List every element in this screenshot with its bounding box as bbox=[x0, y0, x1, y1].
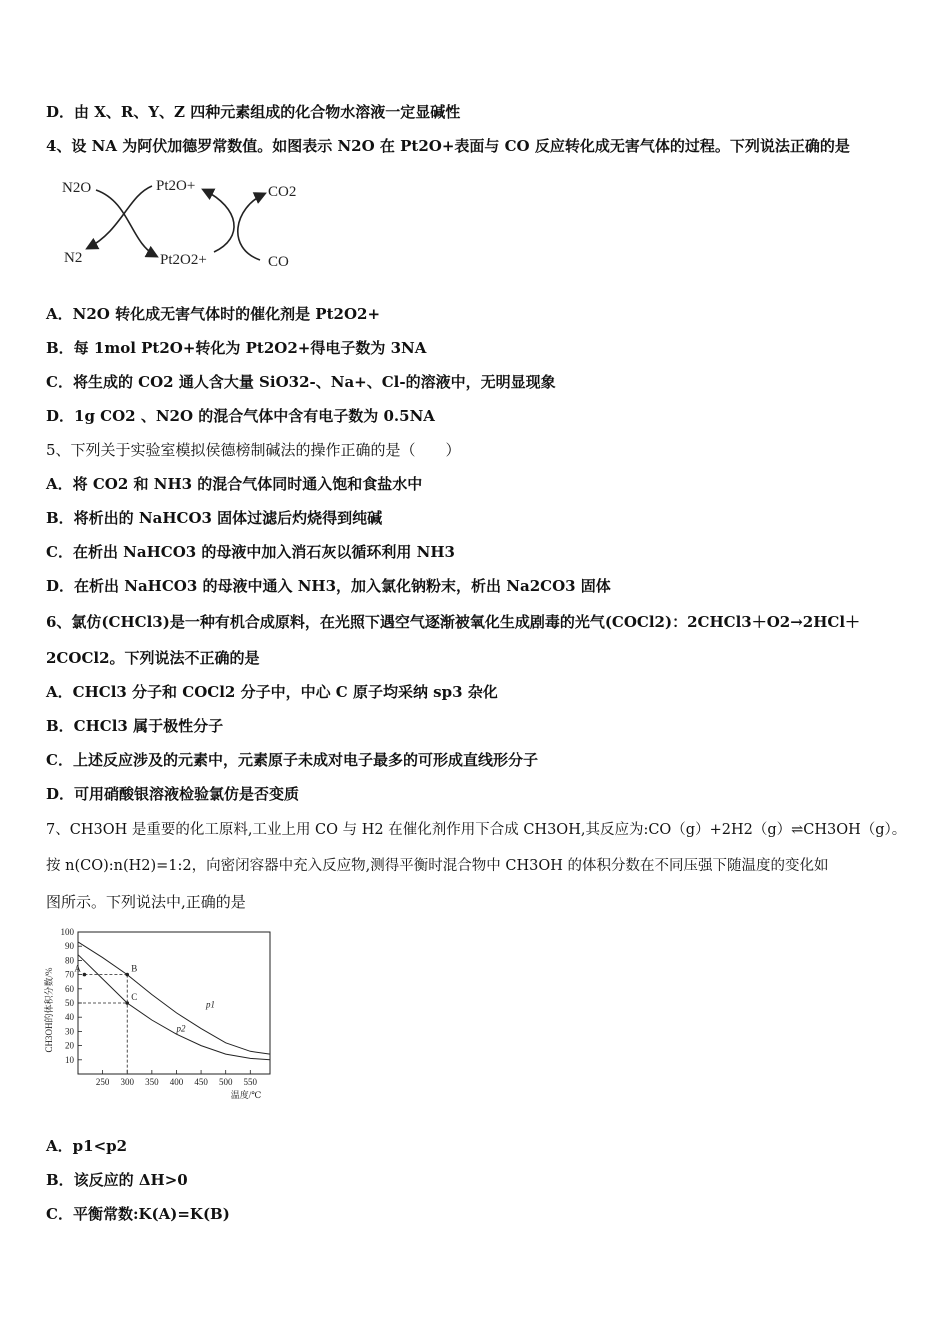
reaction-cycle-diagram bbox=[48, 168, 308, 280]
curve-pt2o-to-n2 bbox=[88, 186, 152, 248]
n2-label: N2 bbox=[64, 250, 83, 266]
q4-option-b: B．每 1mol Pt2O+转化为 Pt2O2+得电子数为 3NA bbox=[46, 339, 427, 357]
series-p2-label: p2 bbox=[176, 1023, 186, 1034]
question-7-stem-3: 图所示。下列说法中,正确的是 bbox=[46, 893, 246, 911]
point-A-label: A bbox=[74, 963, 81, 974]
y-tick-label: 50 bbox=[65, 998, 74, 1008]
question-7-stem: 7、CH3OH 是重要的化工原料,工业上用 CO 与 H2 在催化剂作用下合成 CH3OH,其反应为:CO（g）+2H2（g）⇌CH3OH（g）。 bbox=[46, 822, 907, 838]
x-tick-label: 550 bbox=[243, 1077, 258, 1087]
y-tick-label: 90 bbox=[65, 941, 74, 952]
chart-ylabel: CH3OH的体积分数/% bbox=[44, 967, 54, 1053]
question-4-stem: 4、设 NA 为阿伏加德罗常数值。如图表示 N2O 在 Pt2O+表面与 CO 反应转化成无害气体的过程。下列说法正确的是 bbox=[46, 137, 850, 155]
q6-option-a: A．CHCl3 分子和 COCl2 分子中，中心 C 原子均采纳 sp3 杂化 bbox=[46, 683, 498, 701]
plot-frame bbox=[78, 932, 270, 1074]
y-tick-label: 80 bbox=[65, 955, 74, 966]
question-7-stem-2: 按 n(CO):n(H2)=1:2，向密闭容器中充入反应物,测得平衡时混合物中 CH3OH 的体积分数在不同压强下随温度的变化如 bbox=[46, 858, 829, 874]
question-6-stem-cont: 2COCl2。下列说法不正确的是 bbox=[46, 649, 260, 667]
chart-xlabel: 温度/℃ bbox=[230, 1090, 262, 1100]
curve-co-to-co2 bbox=[238, 194, 264, 260]
y-tick-label: 100 bbox=[60, 927, 74, 937]
question-5-stem: 5、下列关于实验室模拟侯德榜制碱法的操作正确的是（ ） bbox=[46, 441, 461, 459]
q5-option-d: D．在析出 NaHCO3 的母液中通入 NH3，加入氯化钠粉末，析出 Na2CO3 固体 bbox=[46, 577, 611, 595]
y-tick-label: 70 bbox=[65, 969, 74, 980]
y-tick-label: 40 bbox=[65, 1012, 74, 1023]
x-tick-label: 350 bbox=[145, 1077, 159, 1087]
q7-option-c: C．平衡常数:K(A)=K(B) bbox=[46, 1205, 230, 1223]
series-p1-line bbox=[78, 942, 270, 1054]
q6-option-d: D．可用硝酸银溶液检验氯仿是否变质 bbox=[46, 785, 300, 803]
co2-label: CO2 bbox=[268, 184, 297, 200]
q6-option-c: C．上述反应涉及的元素中，元素原子未成对电子最多的可形成直线形分子 bbox=[46, 751, 538, 769]
q7-option-a: A．p1<p2 bbox=[46, 1137, 128, 1155]
q6-option-b: B．CHCl3 属于极性分子 bbox=[46, 717, 224, 735]
q4-option-a: A．N2O 转化成无害气体时的催化剂是 Pt2O2+ bbox=[46, 305, 381, 323]
x-tick-label: 450 bbox=[194, 1077, 208, 1087]
curve-pt2o2-to-pt2o bbox=[204, 190, 234, 252]
y-tick-label: 20 bbox=[65, 1040, 74, 1051]
methanol-fraction-chart bbox=[40, 922, 276, 1104]
point-B-label: B bbox=[131, 963, 138, 974]
x-tick-label: 400 bbox=[169, 1077, 184, 1087]
q5-option-a: A．将 CO2 和 NH3 的混合气体同时通入饱和食盐水中 bbox=[46, 475, 423, 493]
q5-option-b: B．将析出的 NaHCO3 固体过滤后灼烧得到纯碱 bbox=[46, 509, 383, 527]
series-p1-label: p1 bbox=[206, 999, 215, 1010]
point-C-label: C bbox=[131, 992, 138, 1002]
line-d-prev: D．由 X、R、Y、Z 四种元素组成的化合物水溶液一定显碱性 bbox=[46, 103, 461, 121]
question-6-stem: 6、氯仿(CHCl3)是一种有机合成原料，在光照下遇空气逐渐被氧化生成剧毒的光气(COCl2)：2CHCl3＋O2→2HCl＋ bbox=[46, 613, 861, 631]
co-label: CO bbox=[268, 254, 289, 270]
y-tick-label: 30 bbox=[65, 1026, 74, 1037]
y-tick-label: 60 bbox=[65, 983, 74, 994]
point-A bbox=[83, 973, 87, 977]
series-p2-line bbox=[78, 955, 270, 1060]
curve-n2o-to-pt2o2 bbox=[96, 190, 156, 256]
n2o-label: N2O bbox=[62, 180, 92, 196]
pt2o2-label: Pt2O2+ bbox=[160, 252, 207, 268]
x-tick-label: 500 bbox=[218, 1077, 233, 1087]
q7-option-b: B．该反应的 ΔH>0 bbox=[46, 1171, 188, 1189]
q4-option-d: D．1g CO2 、N2O 的混合气体中含有电子数为 0.5NA bbox=[46, 407, 435, 425]
x-tick-label: 300 bbox=[120, 1077, 134, 1087]
q4-option-c: C．将生成的 CO2 通人含大量 SiO32-、Na+、Cl-的溶液中，无明显现象 bbox=[46, 373, 556, 391]
y-tick-label: 10 bbox=[65, 1054, 74, 1065]
q5-option-c: C．在析出 NaHCO3 的母液中加入消石灰以循环利用 NH3 bbox=[46, 543, 455, 561]
point-C bbox=[125, 1001, 129, 1005]
point-B bbox=[125, 973, 129, 977]
pt2o-label: Pt2O+ bbox=[156, 178, 196, 194]
x-tick-label: 250 bbox=[95, 1077, 110, 1087]
